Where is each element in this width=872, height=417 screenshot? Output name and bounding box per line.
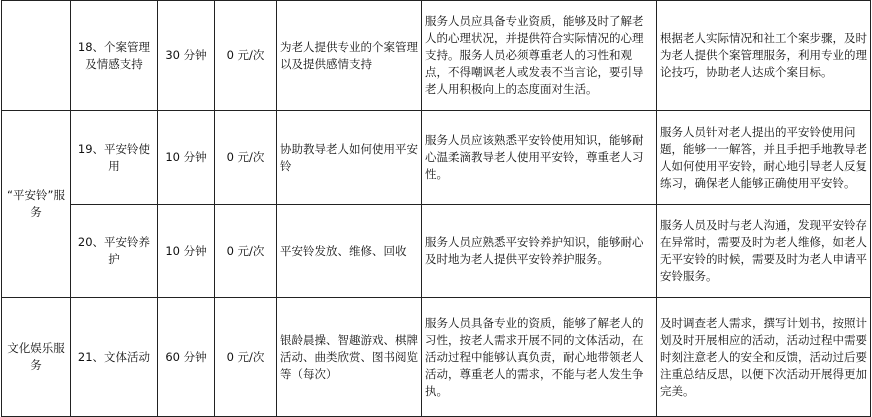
table-row [2,205,871,298]
duration-cell: 10 分钟 [158,111,215,205]
staff-requirement-cell: 服务人员具备专业的资质，能够了解老人的习性，按老人需求开展不同的文体活动，在活动过程中能够认真负责，耐心地带领老人活动，尊重老人的需求，不能与老人发生争执。 [422,298,657,417]
duration-cell: 60 分钟 [158,298,215,417]
standard-cell: 服务人员针对老人提出的平安铃使用问题，能够一一解答，并且手把手地教导老人如何使用平安铃，耐心地引导老人反复练习，确保老人能够正确使用平安铃。 [657,111,871,205]
standard-cell: 根据老人实际情况和社工个案步骤，及时为老人提供个案管理服务，利用专业的理论技巧，协助老人达成个案目标。 [657,1,871,111]
table-row [2,1,871,111]
table-row [2,111,871,205]
price-cell: 0 元/次 [215,298,277,417]
staff-requirement-cell: 服务人员应具备专业资质，能够及时了解老人的心理状况，并提供符合实际情况的心理支持。服务人员必须尊重老人的习性和观点，不得嘲讽老人或发表不当言论，要引导老人用积极向上的态度面对生活。 [422,1,657,111]
standard-cell: 及时调查老人需求，撰写计划书，按照计划及时开展相应的活动，活动过程中需要时刻注意老人的安全和反馈，活动过后要注重总结反思，以便下次活动开展得更加完美。 [657,298,871,417]
category-cell [2,1,71,111]
price-cell: 0 元/次 [215,205,277,298]
category-cell: 文化娱乐服务 [2,298,71,417]
duration-cell: 30 分钟 [158,1,215,111]
item-cell: 21、文体活动 [71,298,158,417]
category-cell: “平安铃”服务 [2,111,71,298]
standard-cell: 服务人员及时与老人沟通，发现平安铃存在异常时，需要及时为老人维修，如老人无平安铃的时候，需要及时为老人申请平安铃服务。 [657,205,871,298]
price-cell: 0 元/次 [215,1,277,111]
content-cell: 银龄晨操、智趣游戏、棋牌活动、曲类欣赏、图书阅览等（每次） [277,298,422,417]
staff-requirement-cell: 服务人员应熟悉平安铃养护知识，能够耐心及时地为老人提供平安铃养护服务。 [422,205,657,298]
content-cell: 为老人提供专业的个案管理以及提供感情支持 [277,1,422,111]
item-cell: 19、平安铃使用 [71,111,158,205]
table-row [2,298,871,417]
item-cell: 20、平安铃养护 [71,205,158,298]
staff-requirement-cell: 服务人员应该熟悉平安铃使用知识，能够耐心温柔滴教导老人使用平安铃，尊重老人习性。 [422,111,657,205]
service-standards-table [1,0,871,417]
content-cell: 平安铃发放、维修、回收 [277,205,422,298]
duration-cell: 10 分钟 [158,205,215,298]
item-cell: 18、个案管理及情感支持 [71,1,158,111]
content-cell: 协助教导老人如何使用平安铃 [277,111,422,205]
price-cell: 0 元/次 [215,111,277,205]
